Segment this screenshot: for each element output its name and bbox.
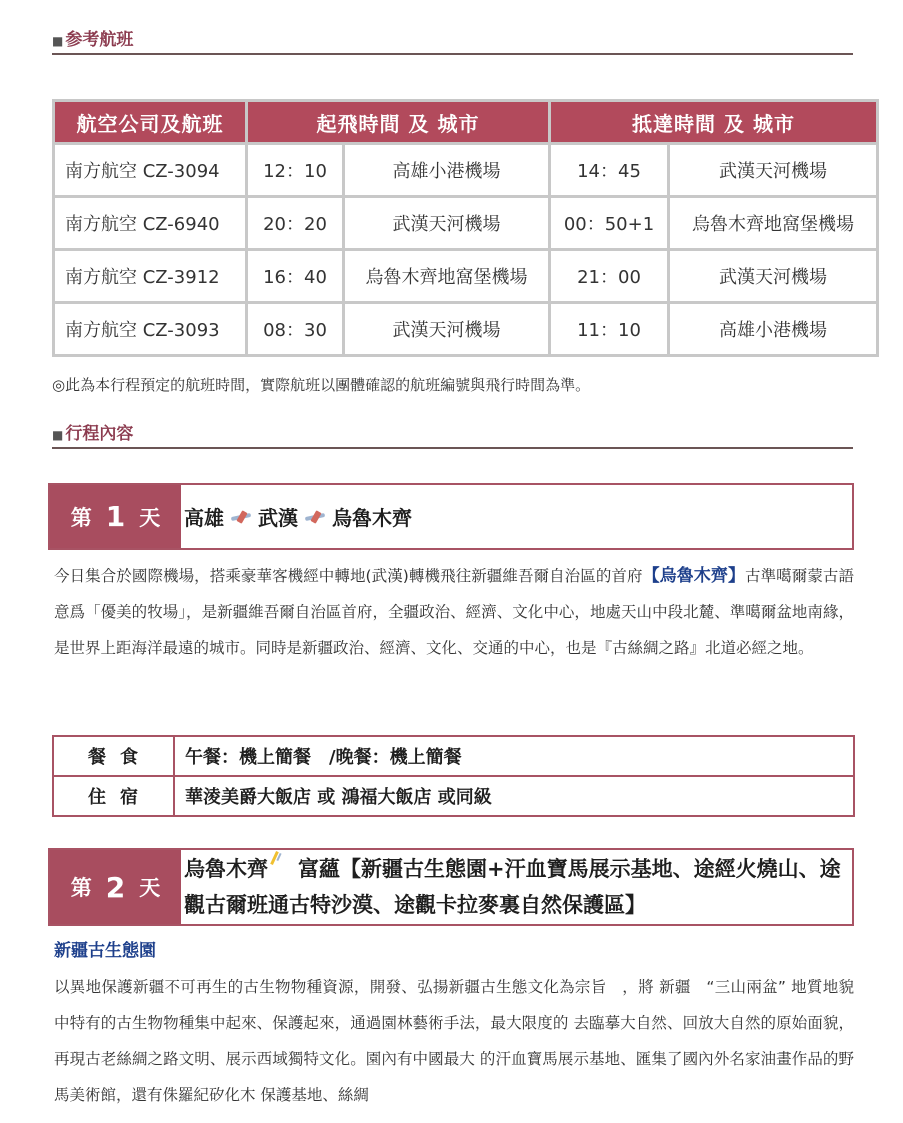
header-departure: 起飛時間 及 城市 — [247, 101, 550, 144]
flights-table — [52, 99, 879, 357]
day-number: 2 — [105, 870, 126, 904]
arr-time-cell: 00：50+1 — [550, 197, 669, 250]
dep-time-cell: 16：40 — [247, 250, 344, 303]
square-bullet-icon: ■ — [52, 428, 64, 442]
day-number: 1 — [105, 500, 126, 533]
day1-label — [50, 485, 181, 548]
day1-desc-part-a: 今日集合於國際機場，搭乘豪華客機經中轉地(武漢)轉機飛往新疆維吾爾自治區的首府 — [54, 567, 643, 585]
flights-section-title: 参考航班 — [65, 30, 134, 50]
square-bullet-icon: ■ — [52, 34, 64, 48]
header-arrival: 抵達時間 及 城市 — [550, 101, 878, 144]
meal-value: 午餐：機上簡餐 /晚餐：機上簡餐 — [174, 736, 854, 776]
arr-city-cell: 烏魯木齊地窩堡機場 — [669, 197, 878, 250]
dep-time-cell: 12：10 — [247, 144, 344, 197]
plane-icon — [269, 851, 283, 865]
meal-row — [53, 736, 854, 776]
dep-city-cell: 高雄小港機場 — [344, 144, 550, 197]
arr-city-cell: 武漢天河機場 — [669, 250, 878, 303]
day-prefix: 第 — [70, 505, 92, 530]
day1-info-table — [52, 735, 855, 817]
dep-time-cell: 08：30 — [247, 303, 344, 356]
airline-cell: 南方航空 CZ-3912 — [54, 250, 247, 303]
day1-desc-highlight: 【烏魯木齊】 — [642, 566, 746, 586]
day2-subheading: 新疆古生態園 — [54, 941, 156, 961]
flights-section-heading — [52, 30, 853, 55]
itinerary-section-heading — [52, 424, 853, 449]
arr-time-cell: 21：00 — [550, 250, 669, 303]
day-suffix: 天 — [139, 876, 161, 900]
day1-header — [48, 483, 854, 550]
day2-description: 以異地保護新疆不可再生的古生物物種資源，開發、弘揚新疆古生態文化為宗旨 ，將 新疆 “三山兩盆” 地質地貌中特有的古生物物種集中起來、保護起來，通過園林藝術手法，最大限度的 去臨摹大自然、回放大自然的原始面貌，再現古老絲綢之路文明、展示西域獨特文化。園內有中國最大 的汗血寶馬展示基地、匯集了國內外名家油畫作品的野馬美術館，還有侏羅紀矽化木 保護基地、絲綢 — [54, 978, 854, 1104]
hotel-row — [53, 776, 854, 816]
meal-label: 餐食 — [53, 736, 174, 776]
table-row — [54, 303, 878, 356]
header-airline: 航空公司及航班 — [54, 101, 247, 144]
airline-cell: 南方航空 CZ-6940 — [54, 197, 247, 250]
day2-route-detail: 富蘊【新疆古生態園+汗血寶馬展示基地、途經火燒山、途觀古爾班通古特沙漠、途觀卡拉麥裏自然保護區】 — [184, 857, 841, 917]
plane-icon — [230, 509, 252, 525]
dep-city-cell: 烏魯木齊地窩堡機場 — [344, 250, 550, 303]
route-city: 高雄 — [184, 506, 224, 530]
day1-route — [184, 485, 842, 548]
arr-time-cell: 14：45 — [550, 144, 669, 197]
table-row — [54, 197, 878, 250]
plane-icon — [304, 509, 326, 525]
day2-header — [48, 848, 854, 926]
day2-label — [50, 850, 181, 924]
day-prefix: 第 — [70, 876, 92, 900]
flights-header-row — [54, 101, 878, 144]
day1-desc-part-b: 古準噶爾蒙古語意爲「優美的牧場」，是新疆維吾爾自治區首府，全疆政治、經濟、文化中心，地處天山中段北麓、準噶爾盆地南緣，是世界上距海洋最遠的城市。同時是新疆政治、經濟、文化、交通的中心，也是『古絲綢之路』北道必經之地。 — [54, 567, 854, 657]
route-city: 烏魯木齊 — [184, 857, 268, 881]
arr-time-cell: 11：10 — [550, 303, 669, 356]
arr-city-cell: 高雄小港機場 — [669, 303, 878, 356]
hotel-label: 住宿 — [53, 776, 174, 816]
arr-city-cell: 武漢天河機場 — [669, 144, 878, 197]
table-row — [54, 144, 878, 197]
dep-city-cell: 武漢天河機場 — [344, 197, 550, 250]
dep-city-cell: 武漢天河機場 — [344, 303, 550, 356]
route-city: 武漢 — [258, 506, 298, 530]
airline-cell: 南方航空 CZ-3093 — [54, 303, 247, 356]
day-suffix: 天 — [139, 505, 161, 530]
hotel-value: 華淩美爵大飯店 或 鴻福大飯店 或同級 — [174, 776, 854, 816]
day2-route — [184, 850, 842, 924]
dep-time-cell: 20：20 — [247, 197, 344, 250]
airline-cell: 南方航空 CZ-3094 — [54, 144, 247, 197]
day1-description — [54, 558, 854, 666]
itinerary-section-title: 行程內容 — [65, 424, 134, 444]
table-row — [54, 250, 878, 303]
route-city: 烏魯木齊 — [332, 506, 412, 530]
flights-note: ◎此為本行程預定的航班時間，實際航班以團體確認的航班編號與飛行時間為準。 — [52, 376, 591, 394]
